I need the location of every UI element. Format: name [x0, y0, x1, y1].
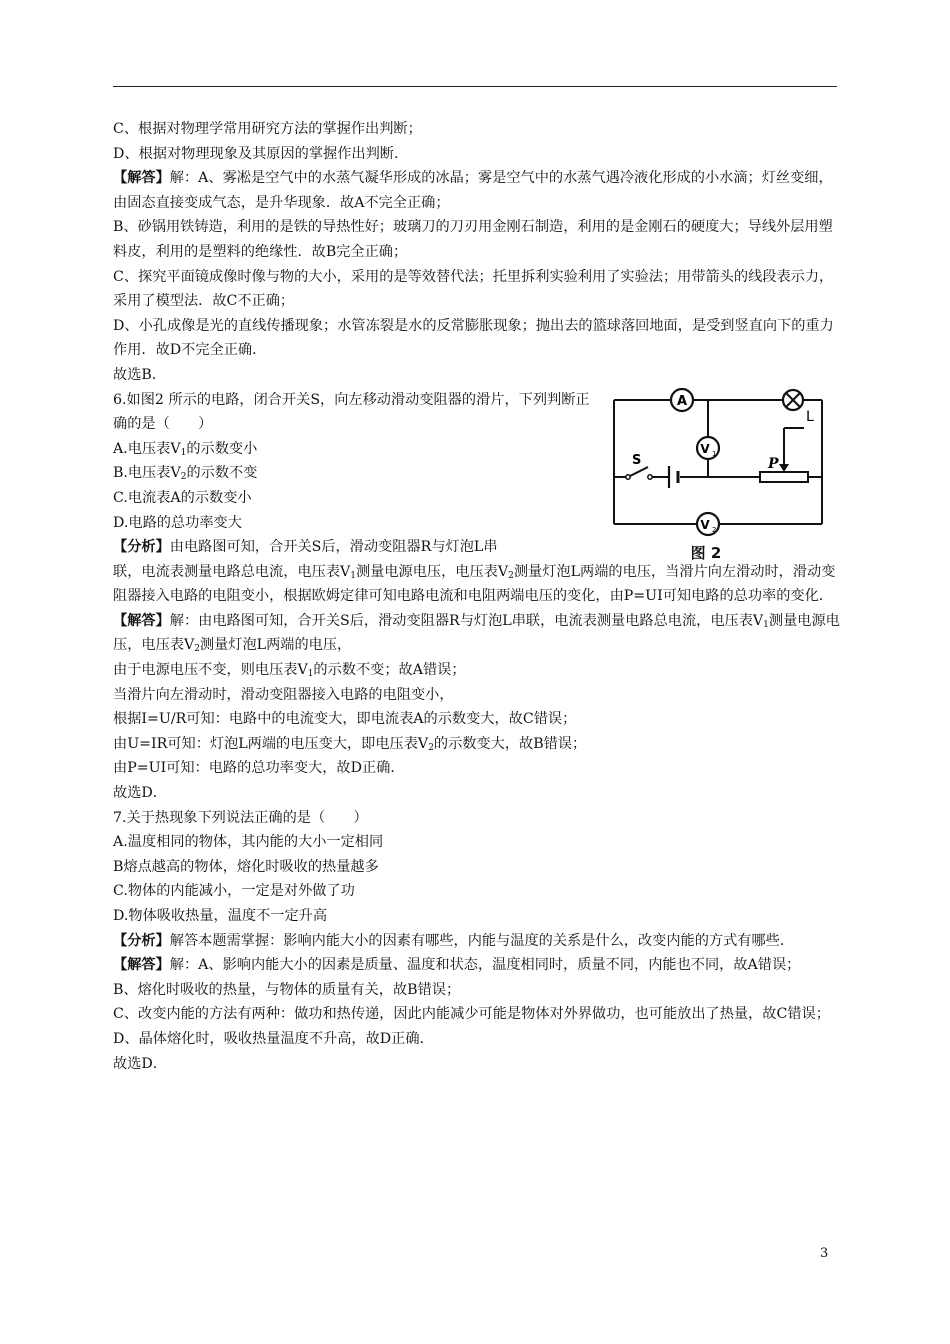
- text-span: 的示数不变: [186, 465, 258, 482]
- text-span: 测量电源电压，电压表V: [113, 612, 840, 654]
- text-line: [113, 732, 843, 757]
- analysis-label: 【分析】: [113, 539, 170, 556]
- answer-label: 【解答】: [113, 170, 170, 187]
- slider-arrow-icon: [779, 464, 789, 472]
- text-line: D、小孔成像是光的直线传播现象；水管冻裂是水的反常膨胀现象；抛出去的篮球落回地面，是受到竖直向下的重力作用．故D不完全正确．: [113, 317, 834, 359]
- text-span: 测量灯泡L两端的电压，当滑片向左滑动时，滑动变阻器接入电路的电阻变小，根据欧姆定律可知电路电流和电阻两端电压的变化，由P=UI可知电路的总功率的变化．: [113, 563, 836, 605]
- text-span: 解：由电路图可知，合开关S后，滑动变阻器R与灯泡L串联，电流表测量电路总电流，电压表V: [169, 612, 764, 629]
- analysis-label: 【分析】: [113, 932, 170, 949]
- text-line: C、探究平面镜成像时像与物的大小，采用的是等效替代法；托里拆利实验利用了实验法；用带箭头的线段表示力，采用了模型法．故C不正确；: [113, 268, 834, 310]
- v2-subscript: 2: [712, 526, 717, 534]
- text-line: 根据I=U/R可知：电路中的电流变大，即电流表A的示数变大，故C错误；: [113, 711, 577, 728]
- question-6-stem: 6.如图2 所示的电路，闭合开关S，向左移动滑动变阻器的滑片，下列判断正确的是（ ）: [113, 391, 590, 433]
- switch-contact: [648, 475, 652, 479]
- header-rule: [113, 86, 837, 87]
- subscript: 2: [194, 644, 200, 655]
- text-line: 故选B．: [113, 366, 166, 383]
- subscript: 2: [508, 570, 514, 581]
- subscript: 1: [307, 669, 314, 680]
- q7-option-a: A.温度相同的物体，其内能的大小一定相同: [113, 834, 384, 851]
- text-line: [113, 166, 843, 215]
- switch-contact: [626, 475, 630, 479]
- text-line: B、熔化时吸收的热量，与物体的质量有关，故B错误；: [113, 981, 461, 998]
- subscript: 2: [428, 742, 434, 753]
- subscript: 1: [763, 619, 769, 630]
- subscript: 1: [350, 570, 356, 581]
- text-span: 测量灯泡L两端的电压，: [199, 637, 352, 654]
- text-span: 解：A、雾凇是空气中的水蒸气凝华形成的冰晶；雾是空气中的水蒸气遇冷液化形成的小水滴；灯丝变细，由固态直接变成气态，是升华现象．故A不完全正确；: [113, 170, 833, 211]
- q6-answer-line: [113, 609, 843, 658]
- subscript: 1: [180, 447, 187, 458]
- text-line: C、根据对物理学常用研究方法的掌握作出判断；: [113, 121, 422, 137]
- circuit-figure: [608, 388, 830, 568]
- text-span: A.电压表V: [113, 440, 181, 457]
- v1-label: V: [700, 442, 710, 456]
- text-span: 的示数不变；故A错误；: [313, 662, 466, 679]
- text-line: D、晶体熔化时，吸收热量温度不升高，故D正确．: [113, 1030, 434, 1047]
- lamp-label: L: [806, 409, 814, 425]
- rheostat-resistor: [760, 472, 808, 482]
- q7-analysis: [113, 929, 843, 954]
- text-line: 当滑片向左滑动时，滑动变阻器接入电路的电阻变小，: [113, 686, 454, 703]
- text-span: 测量电源电压，电压表V: [355, 563, 509, 580]
- page-number: 3: [820, 1246, 829, 1261]
- answer-label: 【解答】: [113, 612, 170, 629]
- text-line: 故选D．: [113, 1055, 167, 1072]
- q7-answer: [113, 953, 843, 978]
- text-line: [113, 658, 843, 683]
- q7-option-c: C.物体的内能减小，一定是对外做了功: [113, 883, 355, 900]
- switch-blade: [628, 467, 648, 477]
- figure-caption: 图 2: [690, 544, 722, 562]
- text-span: 由于电源电压不变，则电压表V: [113, 662, 308, 679]
- answer-label: 【解答】: [113, 957, 170, 974]
- q6-option-c: C.电流表A的示数变小: [113, 489, 252, 506]
- text-span: B.电压表V: [113, 465, 181, 482]
- text-span: 解：A、影响内能大小的因素是质量、温度和状态，温度相同时，质量不同，内能也不同，故A错误；: [169, 957, 801, 974]
- text-line: D、根据对物理现象及其原因的掌握作出判断.: [113, 145, 399, 162]
- text-span: 的示数变大，故B错误；: [433, 735, 587, 752]
- text-span: 由电路图可知，合开关S后，滑动变阻器R与灯泡L串: [169, 539, 498, 556]
- q6-option-d: D.电路的总功率变大: [113, 514, 242, 531]
- switch-label: S: [632, 453, 642, 468]
- text-span: 联，电流表测量电路总电流，电压表V: [113, 563, 351, 580]
- circuit-diagram: [608, 388, 830, 538]
- slider-label: P: [768, 456, 779, 472]
- text-line: C、改变内能的方法有两种：做功和热传递，因此内能减少可能是物体对外界做功，也可能放出了热量，故C错误；: [113, 1006, 830, 1023]
- v2-label: V: [700, 518, 710, 532]
- text-span: 由U=IR可知：灯泡L两端的电压变大，即电压表V: [113, 735, 429, 752]
- q7-option-d: D.物体吸收热量，温度不一定升高: [113, 908, 328, 924]
- q7-option-b: B熔点越高的物体，熔化时吸收的热量越多: [113, 858, 379, 875]
- ammeter-label: A: [676, 394, 688, 409]
- text-span: 解答本题需掌握：影响内能大小的因素有哪些，内能与温度的关系是什么，改变内能的方式有哪些．: [169, 932, 795, 949]
- text-line: 故选D．: [113, 785, 167, 802]
- document-body: [113, 117, 843, 1076]
- question-7-stem: 7.关于热现象下列说法正确的是（ ）: [113, 809, 368, 826]
- text-line: 由P=UI可知：电路的总功率变大，故D正确．: [113, 760, 405, 777]
- text-line: B、砂锅用铁铸造，利用的是铁的导热性好；玻璃刀的刀刃用金刚石制造，利用的是金刚石的硬度大；导线外层用塑料皮，利用的是塑料的绝缘性．故B完全正确；: [113, 219, 833, 260]
- v1-subscript: 1: [712, 450, 717, 458]
- text-span: 的示数变小: [186, 440, 258, 457]
- subscript: 2: [180, 472, 187, 483]
